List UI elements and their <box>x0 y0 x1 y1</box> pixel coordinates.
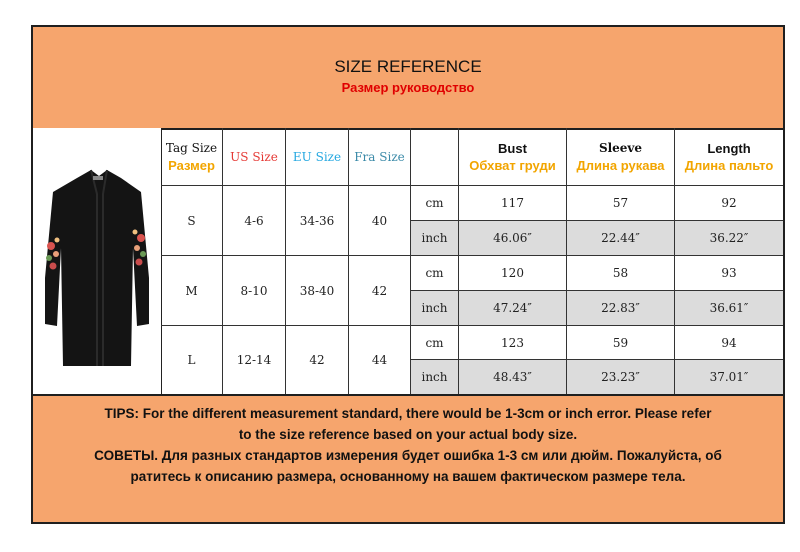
length-label-ru: Длина пальто <box>684 157 774 173</box>
unit-cm-cell: cm <box>411 256 459 291</box>
col-header-unit <box>411 128 459 186</box>
col-header-sleeve <box>567 128 675 186</box>
tag-size-cell: S <box>161 186 223 256</box>
length-label: Length <box>707 140 751 156</box>
unit-cm-cell: cm <box>411 186 459 221</box>
fra-size-label: Fra Size <box>354 149 405 164</box>
bust-inch-cell: 46.06″ <box>459 221 567 256</box>
col-header-us-size <box>223 128 286 186</box>
col-header-bust <box>459 128 567 186</box>
length-inch-cell: 36.22″ <box>675 221 783 256</box>
bust-label-ru: Обхват груди <box>469 157 556 173</box>
bust-cm-cell: 123 <box>459 326 567 360</box>
bust-inch-cell: 47.24″ <box>459 291 567 326</box>
size-chart <box>31 25 785 524</box>
tips-en-line-2: to the size reference based on your actual body size. <box>238 427 578 442</box>
col-header-eu-size <box>286 128 349 186</box>
fra-size-cell: 40 <box>349 186 411 256</box>
bust-label: Bust <box>498 140 527 156</box>
tag-size-cell: M <box>161 256 223 326</box>
sleeve-inch-cell: 22.44″ <box>567 221 675 256</box>
tag-size-label-ru: Размер <box>168 157 215 173</box>
sleeve-cm-cell: 57 <box>567 186 675 221</box>
us-size-cell: 12-14 <box>223 326 286 394</box>
unit-inch-cell: inch <box>411 221 459 256</box>
length-inch-cell: 36.61″ <box>675 291 783 326</box>
sleeve-inch-cell: 22.83″ <box>567 291 675 326</box>
cardigan-image-icon <box>33 128 161 394</box>
us-size-cell: 8-10 <box>223 256 286 326</box>
unit-inch-cell: inch <box>411 360 459 394</box>
sleeve-inch-cell: 23.23″ <box>567 360 675 394</box>
tips-en-line-1: TIPS: For the different measurement standard, there would be 1-3cm or inch error. Please refer <box>104 406 712 421</box>
eu-size-cell: 34-36 <box>286 186 349 256</box>
eu-size-cell: 42 <box>286 326 349 394</box>
tips-ru-line-1: СОВЕТЫ. Для разных стандартов измерения будет ошибка 1-3 см или дюйм. Пожалуйста, об <box>94 448 722 463</box>
length-inch-cell: 37.01″ <box>675 360 783 394</box>
header-title: SIZE REFERENCE <box>334 57 482 76</box>
unit-inch-cell: inch <box>411 291 459 326</box>
tips-box <box>33 394 783 522</box>
product-image <box>33 128 162 394</box>
tag-size-label: Tag Size <box>165 140 218 155</box>
sleeve-label: Sleeve <box>598 140 643 155</box>
fra-size-cell: 42 <box>349 256 411 326</box>
eu-size-cell: 38-40 <box>286 256 349 326</box>
col-header-tag-size <box>161 128 223 186</box>
col-header-fra-size <box>349 128 411 186</box>
tag-size-cell: L <box>161 326 223 394</box>
size-table <box>161 128 783 394</box>
sleeve-label-ru: Длина рукава <box>576 157 665 173</box>
bust-cm-cell: 117 <box>459 186 567 221</box>
fra-size-cell: 44 <box>349 326 411 394</box>
tips-ru-line-2: ратитесь к описанию размера, основанному на вашем фактическом размере тела. <box>130 469 686 484</box>
length-cm-cell: 92 <box>675 186 783 221</box>
length-cm-cell: 94 <box>675 326 783 360</box>
eu-size-label: EU Size <box>292 149 342 164</box>
col-header-length <box>675 128 783 186</box>
us-size-label: US Size <box>230 149 278 164</box>
bust-cm-cell: 120 <box>459 256 567 291</box>
sleeve-cm-cell: 58 <box>567 256 675 291</box>
bust-inch-cell: 48.43″ <box>459 360 567 394</box>
length-cm-cell: 93 <box>675 256 783 291</box>
header-subtitle: Размер руководство <box>341 80 475 95</box>
sleeve-cm-cell: 59 <box>567 326 675 360</box>
us-size-cell: 4-6 <box>223 186 286 256</box>
size-chart-header <box>33 27 783 130</box>
unit-cm-cell: cm <box>411 326 459 360</box>
